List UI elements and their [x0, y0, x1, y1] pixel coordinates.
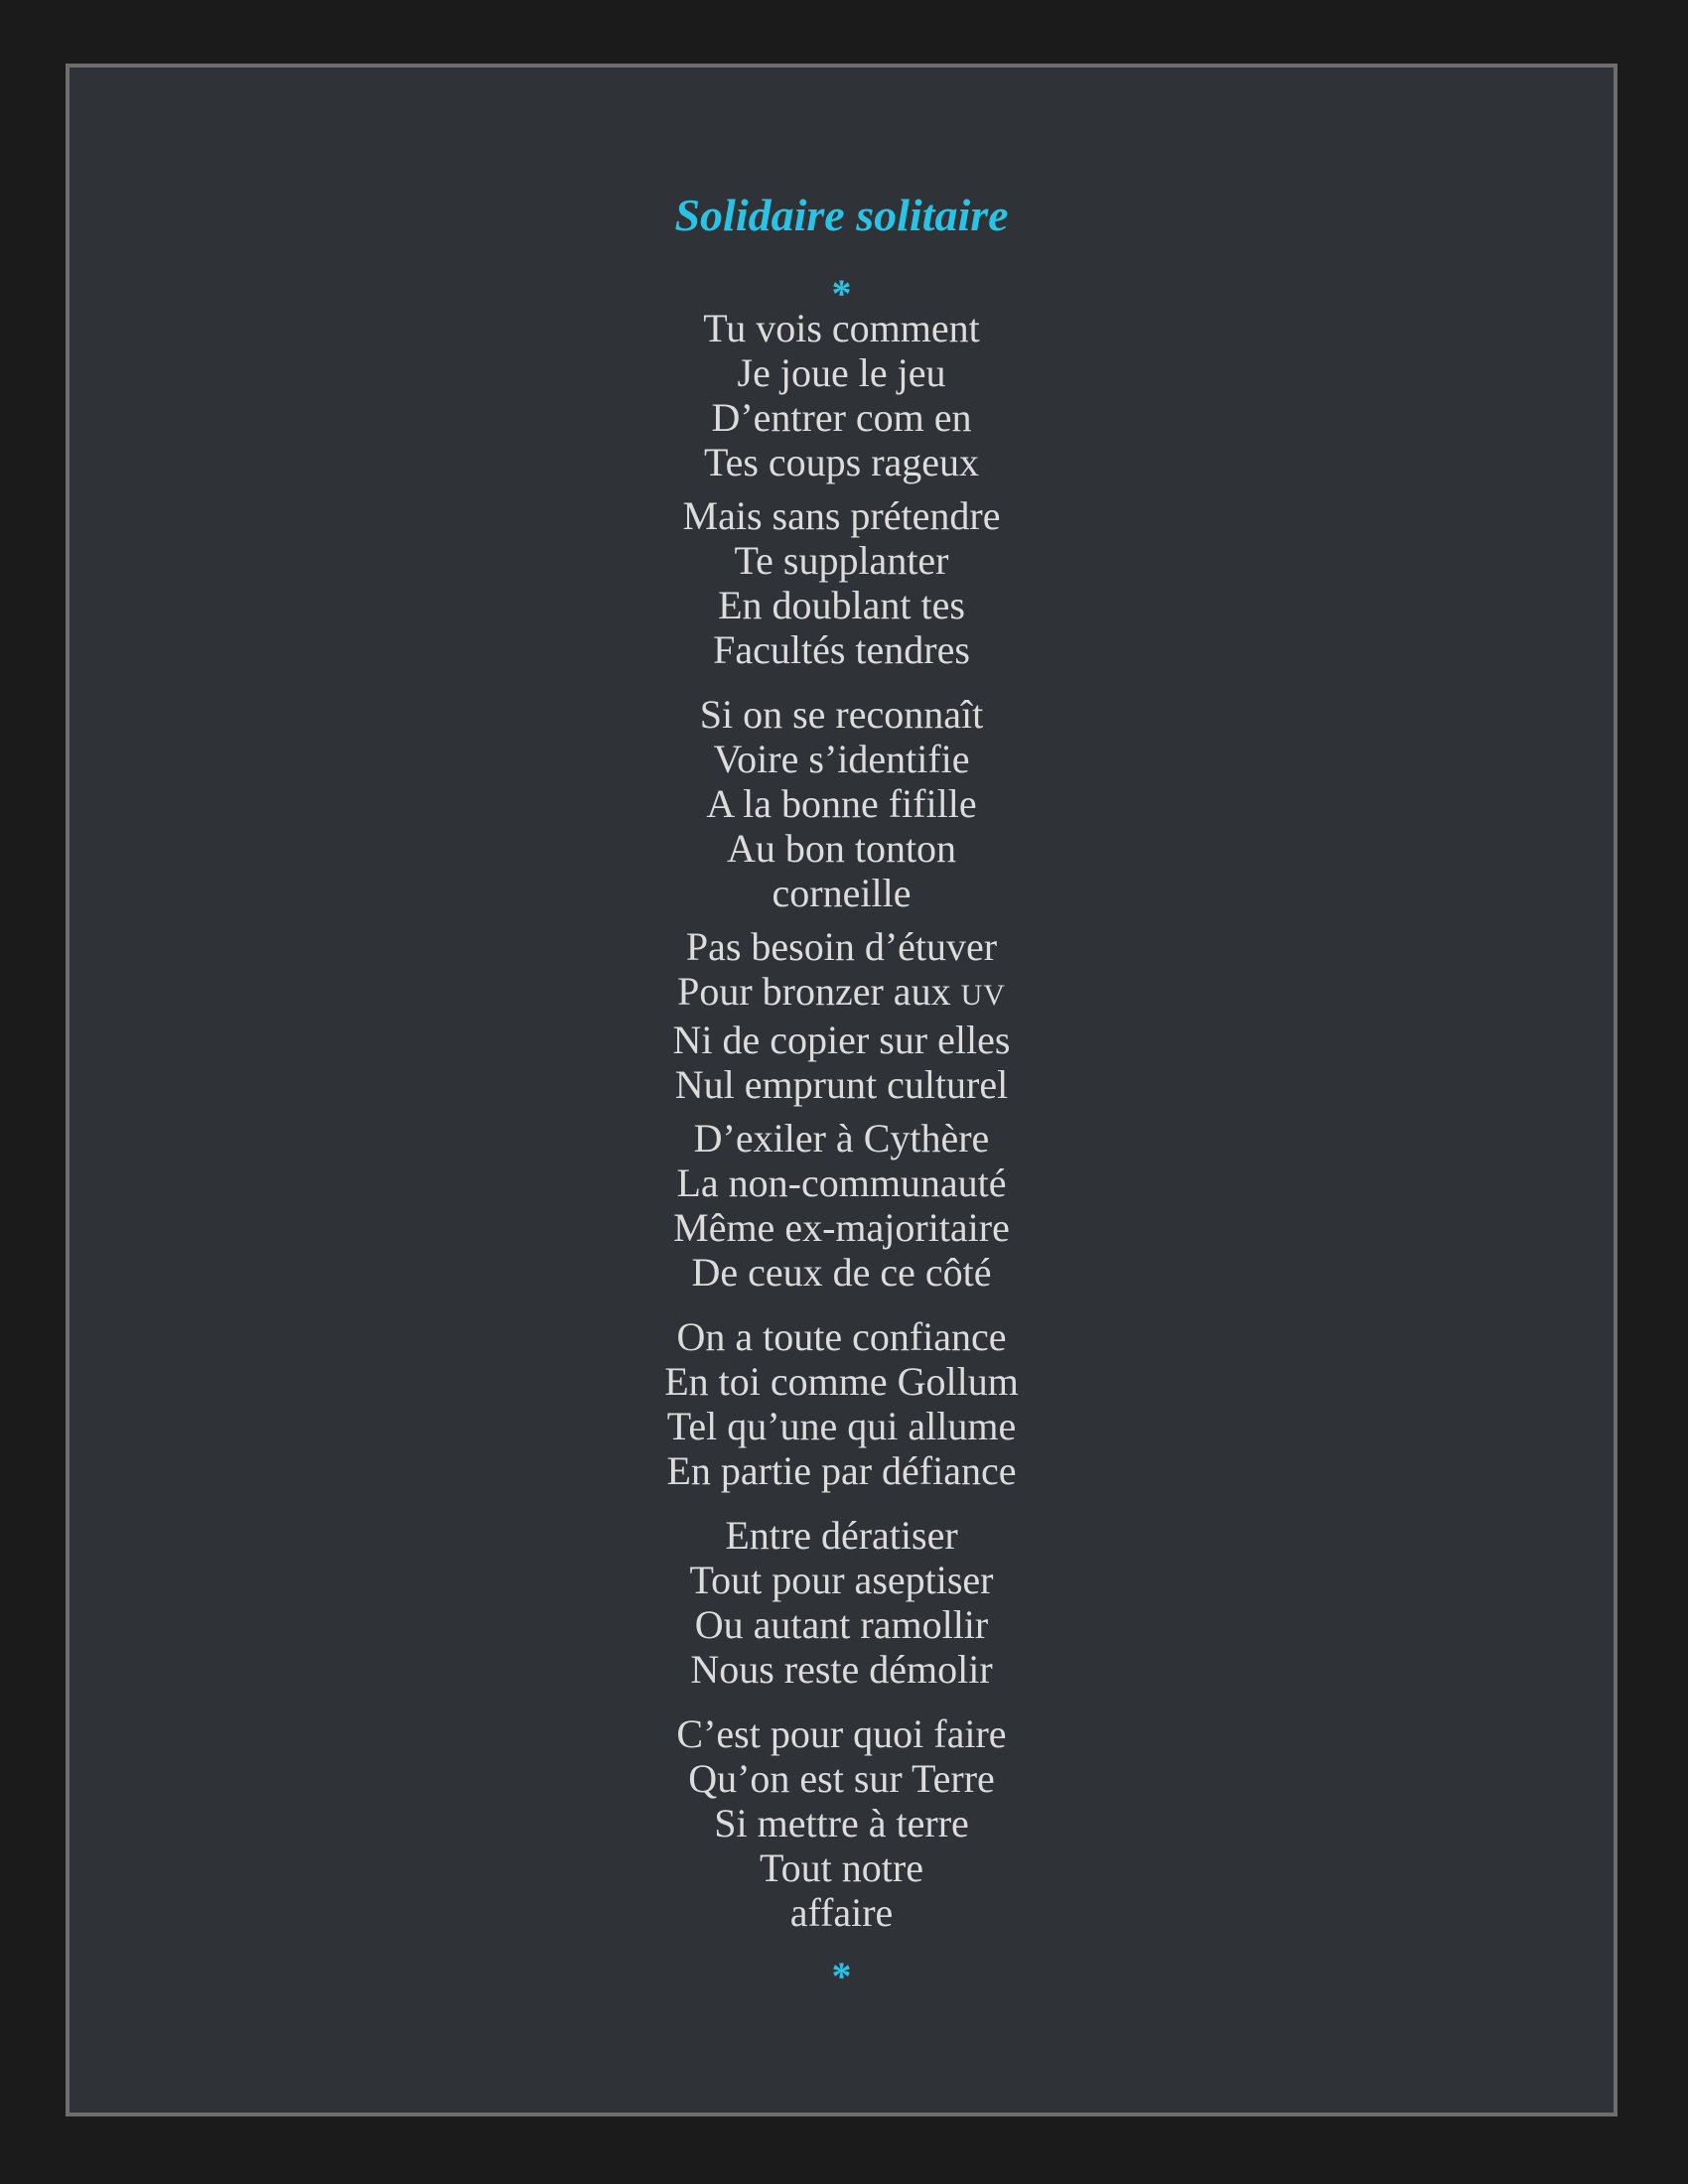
- poem-line: Si mettre à terre: [714, 1801, 969, 1845]
- stanza-1: [70, 306, 1614, 484]
- poem-line: affaire: [789, 1890, 894, 1935]
- uv-abbreviation: UV: [960, 979, 1006, 1012]
- poem-line: La non-communauté: [676, 1160, 1007, 1205]
- poem-line: Facultés tendres: [713, 627, 970, 672]
- poem-line: En doublant tes: [718, 583, 965, 627]
- poem-line: D’entrer com en: [711, 395, 972, 440]
- poem-line: Voire s’identifie: [713, 737, 970, 781]
- poem: [70, 181, 1614, 1996]
- poem-line: Tout notre: [760, 1845, 923, 1890]
- stanza-3: [70, 692, 1614, 915]
- poem-line: Ni de copier sur elles: [672, 1018, 1011, 1062]
- poem-line: A la bonne fifille: [706, 781, 977, 826]
- stanza-5: [70, 1116, 1614, 1295]
- poem-line: Tes coups rageux: [703, 440, 980, 484]
- poem-line: Tu vois comment: [703, 306, 980, 350]
- poem-line: C’est pour quoi faire: [676, 1711, 1007, 1756]
- poem-line: Même ex-majoritaire: [673, 1205, 1010, 1250]
- poem-line: En partie par défiance: [666, 1448, 1017, 1493]
- poem-line: corneille: [772, 871, 912, 915]
- stanza-6: [70, 1314, 1614, 1493]
- poem-line: Mais sans prétendre: [682, 493, 1001, 538]
- stanza-8: [70, 1711, 1614, 1935]
- poem-line: Je joue le jeu: [737, 350, 946, 395]
- poem-line: On a toute confiance: [676, 1314, 1007, 1359]
- poem-line: Qu’on est sur Terre: [688, 1756, 995, 1801]
- poem-line-text: Pour bronzer aux: [677, 969, 961, 1014]
- poem-line: D’exiler à Cythère: [693, 1116, 990, 1160]
- stanza-2: [70, 493, 1614, 672]
- stanza-4: [70, 924, 1614, 1107]
- poem-line: De ceux de ce côté: [691, 1250, 992, 1295]
- poem-line: [70, 969, 1614, 1018]
- page-frame: [66, 64, 1618, 2116]
- poem-line: Te supplanter: [734, 538, 949, 583]
- ornament-asterisk-bottom: *: [831, 1954, 852, 1998]
- poem-line: En toi comme Gollum: [664, 1359, 1019, 1404]
- poem-line: Pas besoin d’étuver: [685, 924, 998, 969]
- poem-line: Entre dératiser: [725, 1513, 958, 1558]
- stanza-7: [70, 1513, 1614, 1692]
- poem-line: Nous reste démolir: [690, 1647, 993, 1692]
- poem-line: Si on se reconnaît: [699, 692, 984, 737]
- poem-title: Solidaire solitaire: [674, 190, 1009, 240]
- poem-line: Au bon tonton: [726, 826, 957, 871]
- poem-line: Tel qu’une qui allume: [666, 1404, 1017, 1448]
- ornament-asterisk-top: *: [831, 271, 852, 316]
- poem-line: Tout pour aseptiser: [689, 1558, 994, 1602]
- poem-line: Nul emprunt culturel: [674, 1062, 1009, 1107]
- poem-line: Ou autant ramollir: [694, 1602, 989, 1647]
